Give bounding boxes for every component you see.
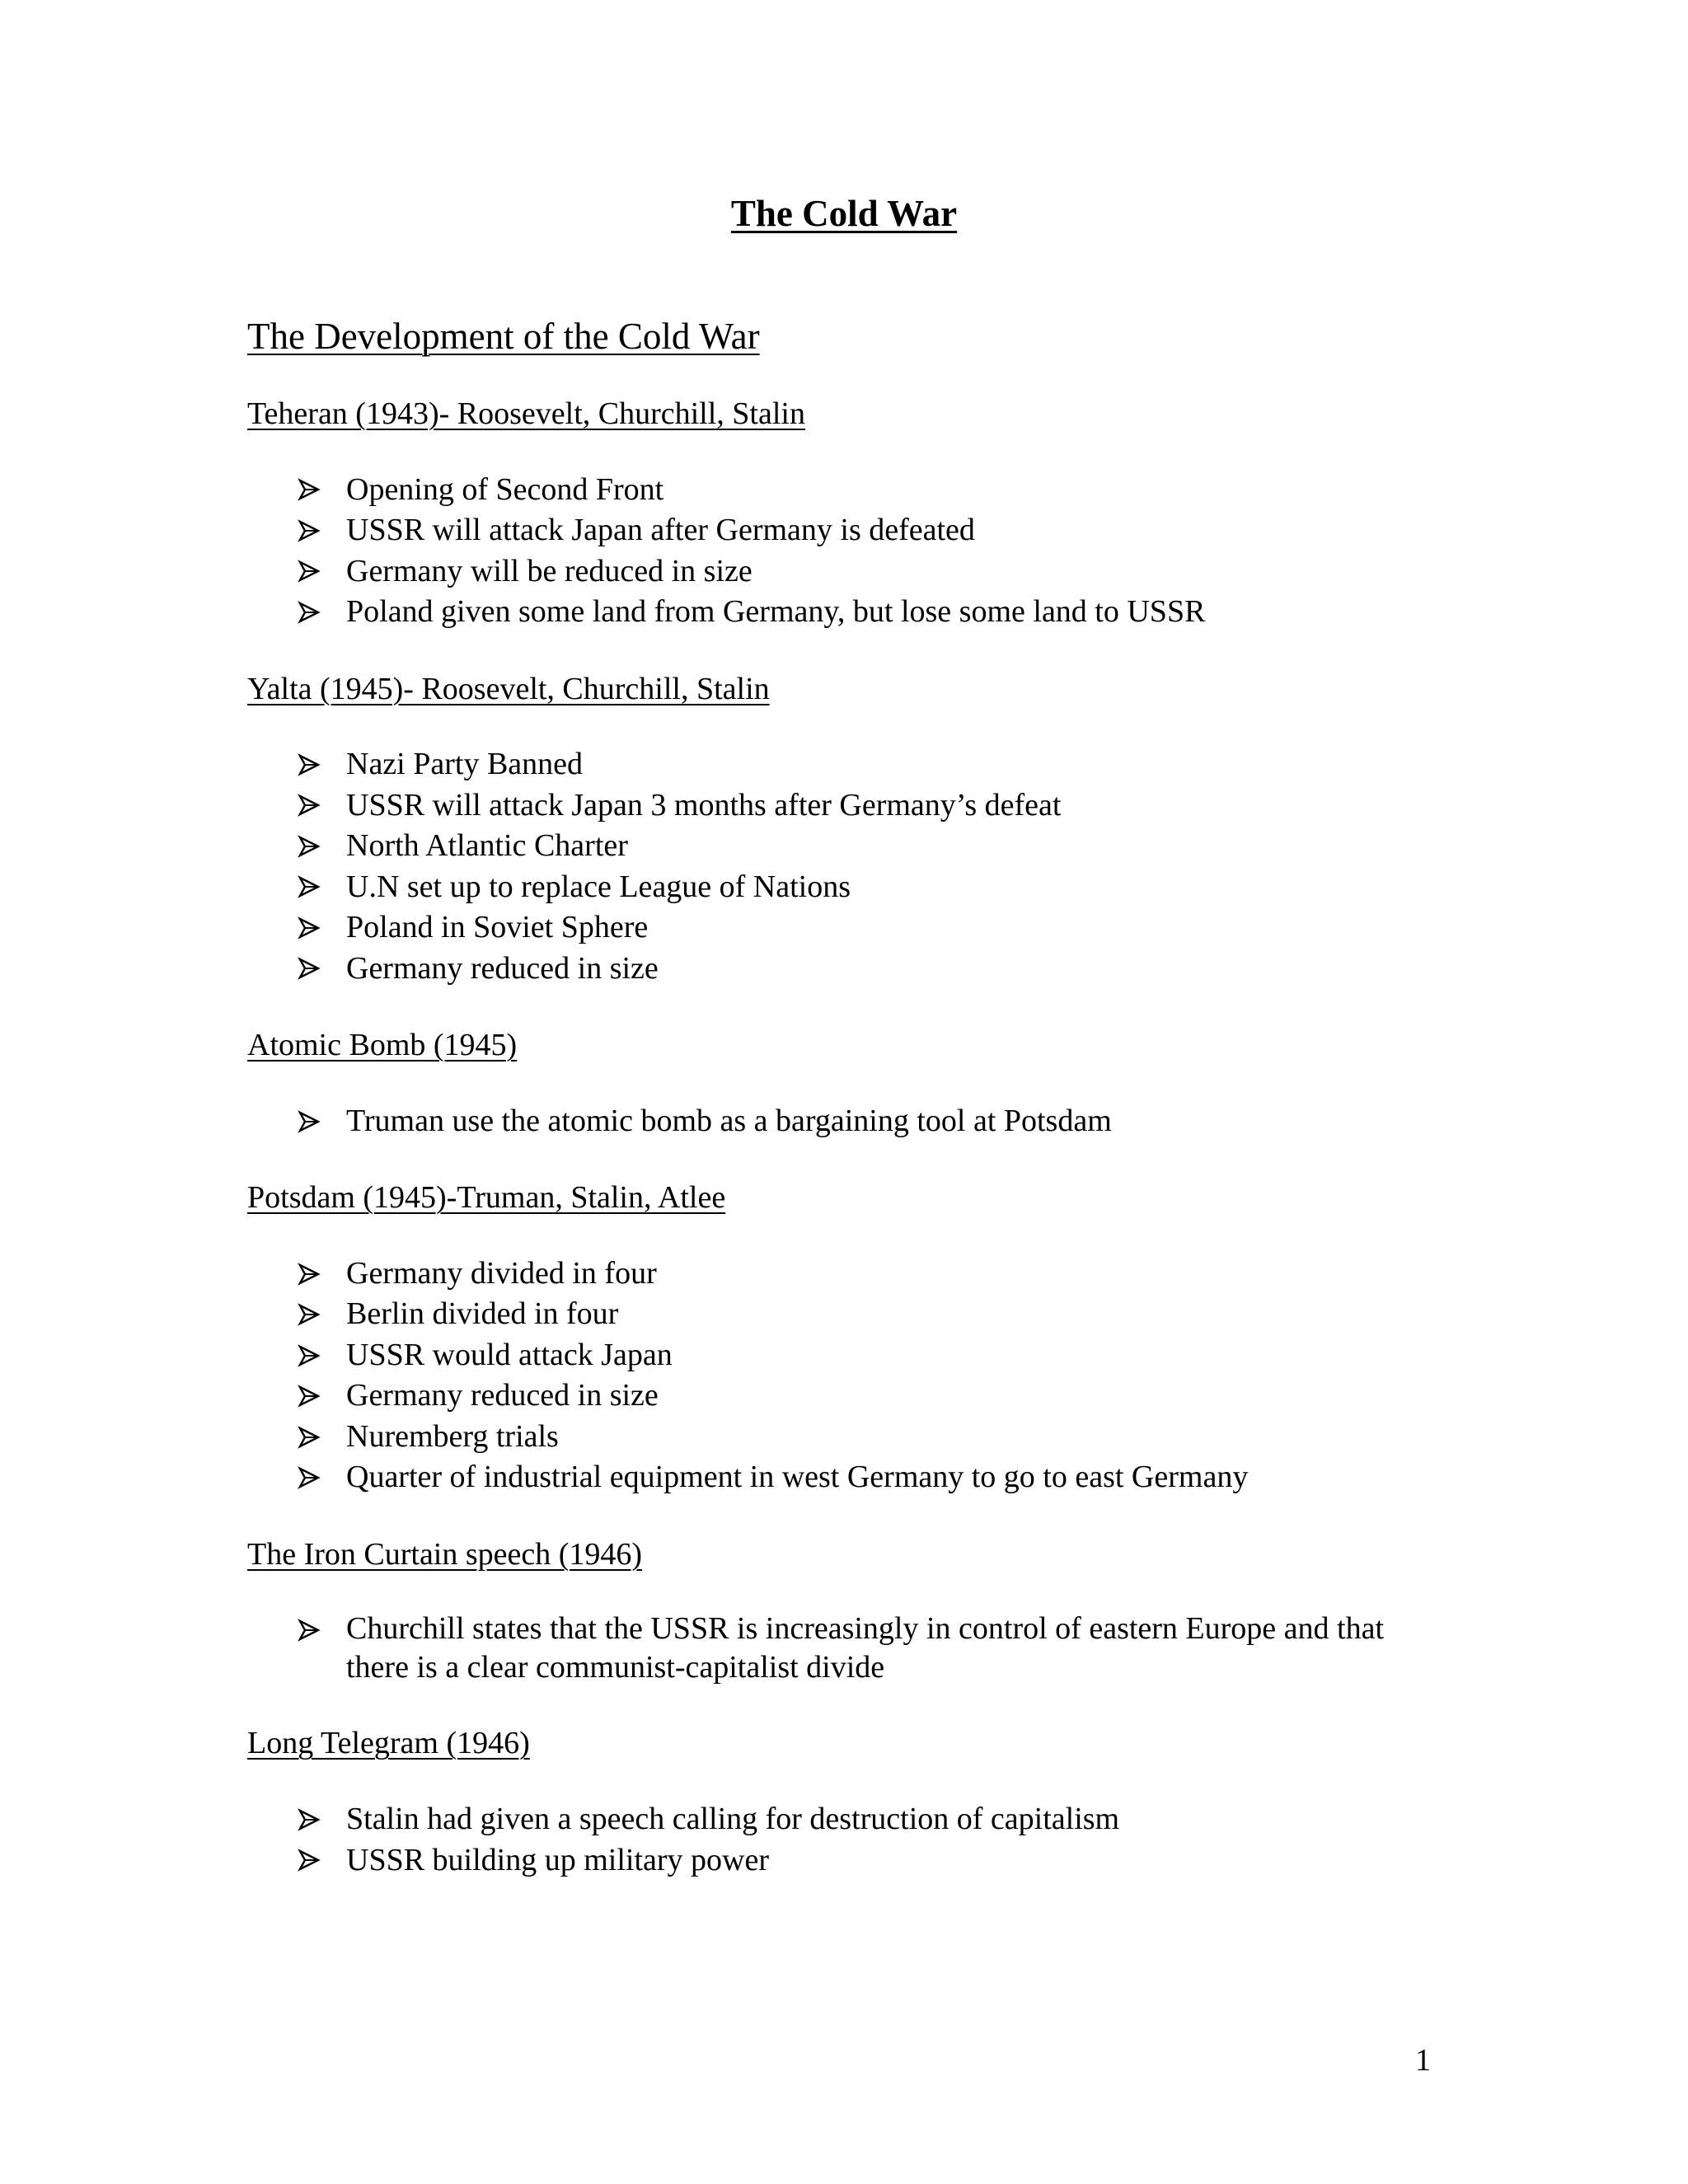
bullet-item: [298, 1610, 1426, 1687]
document-body: [247, 314, 1426, 1919]
bullet-item: [298, 1254, 1426, 1295]
arrowhead-bullet-icon: [298, 551, 322, 593]
bullet-text: Poland given some land from Germany, but lose some land to USSR: [346, 594, 1206, 630]
section: [247, 1179, 1426, 1498]
arrowhead-bullet-icon: [298, 949, 322, 990]
arrowhead-bullet-icon: [298, 1610, 322, 1651]
section: [247, 1725, 1426, 1881]
bullet-text: Germany divided in four: [346, 1255, 657, 1291]
arrowhead-bullet-icon: [298, 907, 322, 949]
bullet-item: [298, 949, 1426, 990]
section-heading: Yalta (1945)- Roosevelt, Churchill, Stalin: [247, 671, 770, 706]
bullet-list: [247, 1101, 1426, 1142]
bullet-text: USSR will attack Japan after Germany is defeated: [346, 513, 975, 548]
section-heading: Atomic Bomb (1945): [247, 1028, 518, 1063]
bullet-text: Stalin had given a speech calling for destruction of capitalism: [346, 1802, 1120, 1837]
sections-container: [247, 396, 1426, 1881]
bullet-text: Nuremberg trials: [346, 1418, 559, 1454]
bullet-item: [298, 785, 1426, 827]
bullet-item: [298, 907, 1426, 949]
bullet-item: [298, 551, 1426, 593]
arrowhead-bullet-icon: [298, 1335, 322, 1376]
bullet-item: [298, 744, 1426, 785]
bullet-item: [298, 826, 1426, 867]
bullet-text: Germany reduced in size: [346, 1378, 659, 1413]
arrowhead-bullet-icon: [298, 1799, 322, 1840]
bullet-item: [298, 1335, 1426, 1376]
bullet-list: [247, 470, 1426, 633]
bullet-item: [298, 1376, 1426, 1417]
section-heading: Teheran (1943)- Roosevelt, Churchill, Stalin: [247, 396, 805, 431]
bullet-list: [247, 1254, 1426, 1498]
section: [247, 671, 1426, 990]
arrowhead-bullet-icon: [298, 826, 322, 867]
bullet-text: U.N set up to replace League of Nations: [346, 869, 851, 904]
bullet-item: [298, 592, 1426, 633]
bullet-text: Quarter of industrial equipment in west Germany to go to east Germany: [346, 1460, 1249, 1495]
bullet-text: North Atlantic Charter: [346, 828, 628, 864]
arrowhead-bullet-icon: [298, 510, 322, 551]
arrowhead-bullet-icon: [298, 744, 322, 785]
arrowhead-bullet-icon: [298, 1101, 322, 1142]
arrowhead-bullet-icon: [298, 1457, 322, 1498]
arrowhead-bullet-icon: [298, 1840, 322, 1882]
bullet-text: USSR will attack Japan 3 months after Germany’s defeat: [346, 787, 1062, 823]
section-heading: Potsdam (1945)-Truman, Stalin, Atlee: [247, 1180, 726, 1216]
arrowhead-bullet-icon: [298, 1294, 322, 1335]
bullet-list: [247, 744, 1426, 989]
bullet-item: [298, 1294, 1426, 1335]
section: [247, 1027, 1426, 1141]
bullet-list: [247, 1799, 1426, 1881]
arrowhead-bullet-icon: [298, 1254, 322, 1295]
bullet-item: [298, 470, 1426, 511]
arrowhead-bullet-icon: [298, 1417, 322, 1458]
arrowhead-bullet-icon: [298, 867, 322, 908]
page-title: The Cold War: [730, 193, 958, 234]
section: [247, 1536, 1426, 1688]
bullet-text: Opening of Second Front: [346, 471, 664, 507]
bullet-text: Germany will be reduced in size: [346, 553, 753, 588]
bullet-item: [298, 1417, 1426, 1458]
bullet-item: [298, 1101, 1426, 1142]
bullet-text: Berlin divided in four: [346, 1296, 619, 1332]
bullet-item: [298, 510, 1426, 551]
arrowhead-bullet-icon: [298, 1376, 322, 1417]
page-number: 1: [1415, 2043, 1431, 2078]
bullet-text: USSR building up military power: [346, 1842, 769, 1877]
bullet-text: Germany reduced in size: [346, 950, 659, 986]
bullet-text: Poland in Soviet Sphere: [346, 910, 649, 945]
arrowhead-bullet-icon: [298, 470, 322, 511]
section-heading: The Iron Curtain speech (1946): [247, 1536, 643, 1572]
bullet-item: [298, 1799, 1426, 1840]
bullet-item: [298, 867, 1426, 908]
bullet-text: Truman use the atomic bomb as a bargaining tool at Potsdam: [346, 1103, 1112, 1138]
bullet-item: [298, 1457, 1426, 1498]
section-heading: Long Telegram (1946): [247, 1726, 530, 1761]
bullet-item: [298, 1840, 1426, 1882]
bullet-list: [247, 1610, 1426, 1687]
bullet-text: Nazi Party Banned: [346, 747, 584, 782]
bullet-text: USSR would attack Japan: [346, 1337, 673, 1372]
section: [247, 396, 1426, 633]
bullet-text: Churchill states that the USSR is increasingly in control of eastern Europe and that there is a clear communist-capitalist divide: [346, 1611, 1385, 1685]
arrowhead-bullet-icon: [298, 785, 322, 827]
main-heading: The Development of the Cold War: [247, 316, 760, 357]
arrowhead-bullet-icon: [298, 592, 322, 633]
